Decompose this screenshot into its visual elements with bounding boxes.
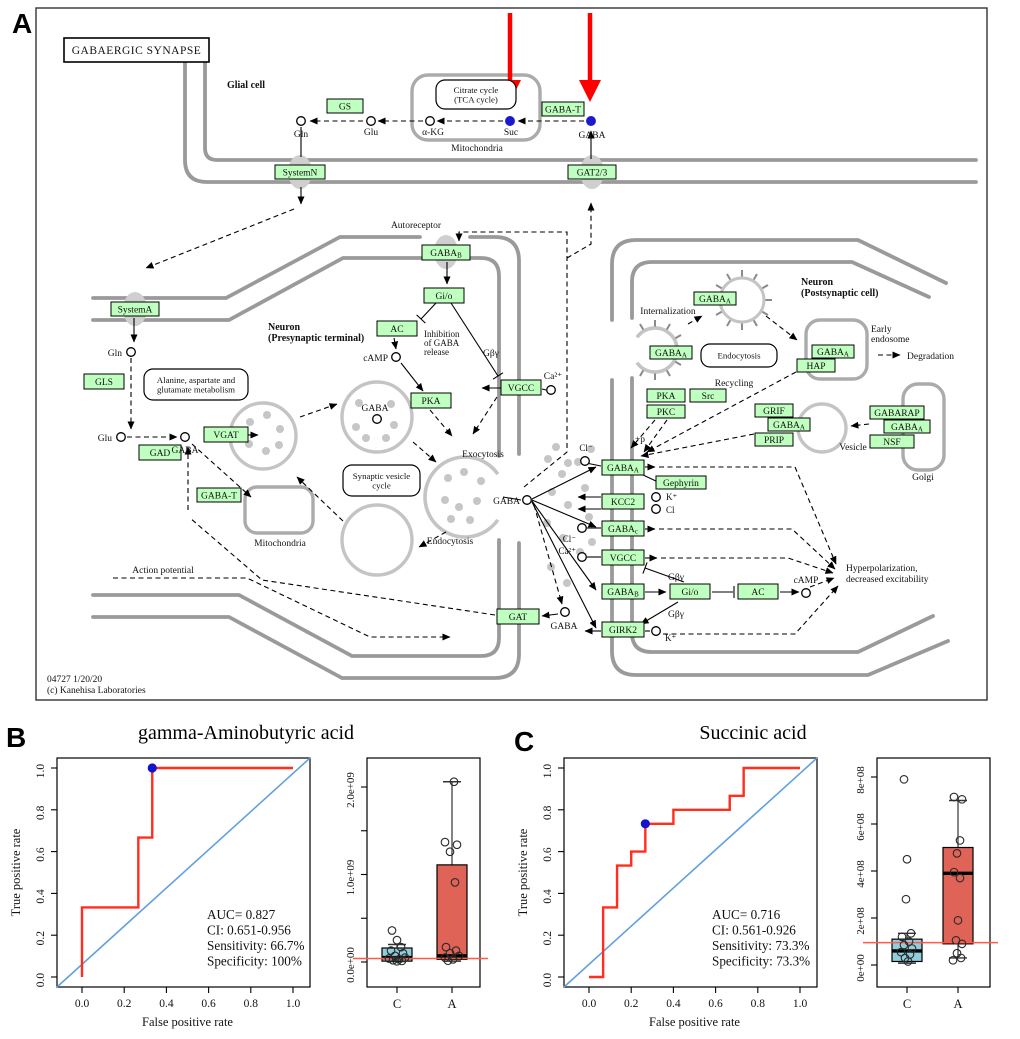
gene-label: VGAT [213,430,239,441]
gaba-dot [441,496,449,504]
gene-label: GABAA [773,420,805,432]
gene-label: GABAA [699,294,731,306]
gene-box-GABA-T[interactable] [542,102,584,116]
roc-stat-line: CI: 0.651-0.956 [207,922,291,938]
text-label: GABA [171,446,199,456]
gene-label: GABARAP [874,408,920,419]
metabolite-node [802,589,811,598]
text-label: cycle [372,480,391,491]
y-tick-label: 6e+08 [855,813,867,841]
text-label: GABA [361,404,389,414]
gene-box-SystemN[interactable] [275,165,325,179]
x-tick-label: 0.0 [74,998,90,1010]
gene-label: AC [751,587,765,598]
gene-label: GABA-T [545,105,581,116]
gene-box-GABAA[interactable] [650,346,692,359]
gaba-dot [263,411,271,419]
y-tick-label: 1.0e+09 [345,859,357,896]
metabolite-node [652,505,661,514]
text-label: Mitochondria [451,144,503,154]
text-label: Cl⁻ [562,534,576,544]
x-tick-label: 0.2 [624,998,639,1010]
gene-box-Src[interactable] [690,389,726,402]
metabolite-node [652,493,661,502]
x-tick-label: 0.0 [581,998,597,1010]
gene-label: SystemA [117,305,153,316]
y-tick-label: 0.6 [35,847,47,862]
gene-box-GABAA[interactable] [694,292,736,305]
gene-label: GLS [95,377,113,388]
text-label: +p [634,435,646,445]
gene-box-PKA[interactable] [411,393,451,408]
gene-label: VGCC [507,383,535,394]
y-tick-label: 1.0 [542,763,554,779]
text-label: glutamate metabolism [157,384,235,395]
gene-label: GABAA [817,347,849,359]
text-label: (Postsynaptic cell) [801,288,879,299]
x-tick-label: 1.0 [792,998,808,1010]
gene-box-GAT2/3[interactable] [568,165,616,179]
optimal-cutoff-dot [641,819,650,828]
text-label: K⁺ [666,492,678,502]
text-label: Neuron [268,322,301,333]
text-label: (Presynaptic terminal) [268,333,365,344]
gene-label: AC [390,324,404,335]
panel-c-title: Succinic acid [699,722,807,744]
gene-label: PKA [656,391,676,402]
y-tick-label: 0.0 [542,972,554,988]
text-label: Suc [503,128,519,138]
gaba-dot [552,443,560,451]
y-tick-label: 0.4 [542,889,554,904]
metabolite-node-highlighted [506,117,515,126]
x-tick-label: 1.0 [285,998,301,1010]
text-label: GABA [493,497,520,507]
gene-label: Gi/o [681,587,699,598]
gene-box-GABAA[interactable] [812,345,854,358]
gene-box-VGCC[interactable] [501,380,541,395]
gaba-dot [262,447,270,455]
text-label: Alanine, aspartate and [156,375,236,385]
category-label: C [902,997,912,1011]
roc-stat-line: Sensitivity: 66.7% [207,938,305,953]
text-label: K⁺ [665,633,677,643]
gene-box-GABAA[interactable] [884,420,930,433]
gaba-dot [447,515,455,523]
x-axis-title: False positive rate [649,1015,740,1029]
gene-box-GAT[interactable] [497,609,539,624]
text-label: of GABA [424,338,460,348]
roc-stat-line: Sensitivity: 73.3% [712,938,810,953]
text-label: Recycling [714,379,754,389]
gene-box-NSF[interactable] [870,435,914,448]
y-tick-label: 0e+00 [855,954,867,982]
text-label: Early [871,325,892,335]
gene-label: HAP [806,361,826,372]
data-point [388,927,396,935]
process-box[interactable] [144,369,248,400]
text-label: Neuron [801,277,834,288]
data-point [950,793,958,801]
metabolite-node [581,457,590,466]
gene-box-GRIF[interactable] [755,404,793,417]
gene-box-PRIP[interactable] [755,433,793,446]
text-label: decreased excitability [846,575,929,585]
credit-line: (c) Kanehisa Laboratories [47,686,146,696]
gene-label: GIRK2 [609,625,637,636]
gene-label: PRIP [763,435,785,446]
metabolite-node [561,608,570,617]
roc-stat-line: Specificity: 73.3% [712,953,811,969]
gene-box-GS[interactable] [327,99,363,113]
process-box[interactable] [343,465,420,496]
metabolite-node [578,553,587,562]
text-label: Ca²⁺ [543,372,563,382]
data-point [453,841,461,849]
y-tick-label: 2e+08 [855,907,867,935]
roc-stat-line: AUC= 0.827 [207,907,276,922]
gaba-dot [276,425,284,433]
panel-b-title: gamma-Aminobutyric acid [137,722,355,744]
text-label: Gln [293,130,309,140]
metabolite-node [127,348,136,357]
y-tick-label: 8e+08 [855,766,867,794]
gene-box-GABAB[interactable] [602,584,644,599]
metabolite-node [367,117,376,126]
roc-stat-line: CI: 0.561-0.926 [712,922,796,938]
gene-box-Gi/o[interactable] [424,288,464,303]
box-A [943,848,973,944]
x-tick-label: 0.4 [159,998,174,1010]
gaba-dot [352,423,360,431]
text-label: Endocytosis [717,350,761,361]
gene-label: GABAB [430,248,462,260]
y-tick-label: 0.2 [35,931,47,946]
gene-label: GABA-T [201,491,237,502]
gene-label: GAT2/3 [576,168,608,179]
metabolite-node [547,386,556,395]
gaba-dot [473,497,481,505]
metabolite-node [523,496,532,505]
y-tick-label: 0.0 [35,972,47,988]
gene-box-GABAc[interactable] [602,521,644,536]
y-tick-label: 0.0e+00 [345,947,357,983]
metabolite-node [181,433,190,442]
gene-label: GABAB [607,587,639,599]
data-point [958,796,966,804]
gene-label: Gephyrin [663,478,699,489]
text-label: Golgi [912,473,934,483]
text-label: Exocytosis [462,450,504,460]
text-label: GABA [550,622,578,632]
gene-box-GIRK2[interactable] [602,622,644,637]
x-tick-label: 0.4 [666,998,681,1010]
data-point [903,855,911,863]
panel-c-label: C [514,726,535,757]
text-label: Gβγ [668,610,684,620]
gene-box-AC[interactable] [738,584,778,599]
roc-stat-line: AUC= 0.716 [712,907,781,922]
text-label: Mitochondria [254,539,306,549]
gene-box-Gephyrin[interactable] [656,476,706,489]
metabolite-node [117,433,126,442]
y-tick-label: 0.2 [542,931,554,946]
metabolite-node [392,353,401,362]
gene-box-SystemA[interactable] [111,302,159,316]
text-label: Vesicle [839,443,867,453]
gene-box-GABARAP[interactable] [870,406,924,419]
data-point [446,848,454,856]
metabolite-node [297,117,306,126]
text-label: Internalization [640,307,696,317]
gaba-dot [564,459,572,467]
y-tick-label: 0.8 [35,805,47,820]
y-tick-label: 2.0e+09 [345,772,357,808]
text-label: cAMP [793,576,819,586]
box-A [437,865,467,960]
gene-label: SystemN [282,168,318,179]
y-tick-label: 4e+08 [855,860,867,888]
y-tick-label: 0.8 [542,805,554,820]
text-label: cAMP [363,354,388,364]
gaba-dot [362,434,370,442]
text-label: Ca²⁺ [558,546,576,556]
data-point [900,776,908,784]
y-tick-label: 1.0 [35,763,47,779]
map-title: GABAERGIC SYNAPSE [71,45,202,57]
gene-label: GRIF [763,406,785,417]
gene-label: GS [338,102,352,113]
category-label: A [447,997,457,1011]
gene-box-GABAA[interactable] [602,460,644,475]
category-label: C [392,997,402,1011]
panel-a-label: A [12,8,33,39]
x-tick-label: 0.6 [708,998,723,1010]
data-point [953,949,961,957]
text-label: Action potential [132,566,194,576]
gaba-dot [390,421,398,429]
gaba-dot [544,455,552,463]
metabolite-node [578,524,587,533]
gene-label: GABAc [607,524,639,536]
x-axis-title: False positive rate [142,1015,233,1029]
text-label: Glial cell [226,80,266,91]
gene-label: GAD [149,448,171,459]
box-plot-C [855,758,998,1011]
text-label: Cl [666,505,675,515]
gaba-dot [466,516,474,524]
x-tick-label: 0.8 [243,998,258,1010]
text-label: GABA [578,131,606,141]
gene-label: KCC2 [610,497,636,508]
gaba-dot [382,434,390,442]
metabolite-node-highlighted [587,117,596,126]
text-label: Autoreceptor [390,221,442,231]
text-label: Gln [107,349,122,359]
map-title-box [64,38,209,62]
text-label: Citrate cycle [453,85,499,95]
gene-label: GABAA [891,422,923,434]
data-point [441,838,449,846]
gene-label: GABAA [607,463,639,475]
text-label: Gβγ [668,573,684,583]
gene-box-VGAT[interactable] [204,427,248,442]
box-plot-B [345,758,488,1011]
text-label: Glu [97,434,112,444]
process-box[interactable] [436,80,516,109]
gaba-dot [246,418,254,426]
roc-plot-B [9,758,310,1029]
text-label: (TCA cycle) [454,94,498,105]
gaba-dot [477,477,485,485]
gaba-dot [455,503,463,511]
x-tick-label: 0.8 [750,998,765,1010]
gene-label: PKA [421,396,441,407]
gene-label: NSF [883,437,901,448]
gene-box-KCC2[interactable] [602,494,644,509]
gene-label: Src [701,391,715,402]
gene-box-GABA-T[interactable] [197,488,241,502]
gaba-dot [563,579,571,587]
gaba-dot [444,474,452,482]
gene-box-GLS[interactable] [84,374,124,389]
metabolite-node [426,117,435,126]
text-label: release [424,347,449,357]
text-label: Synaptic vesicle [352,471,411,481]
gaba-dot [460,468,468,476]
text-label: Cl⁻ [579,443,593,453]
gene-box-PKA[interactable] [647,389,685,402]
gene-box-HAP[interactable] [797,359,835,372]
roc-stat-line: Specificity: 100% [207,953,302,969]
y-tick-label: 0.6 [542,847,554,862]
gene-box-PKC[interactable] [647,405,685,418]
text-label: Hyperpolarization, [846,564,918,574]
y-tick-label: 0.4 [35,889,47,904]
credit-line: 04727 1/20/20 [47,675,103,685]
gene-label: VGCC [609,553,637,564]
text-label: endosome [871,335,910,345]
gaba-dot [581,484,589,492]
gene-label: Gi/o [435,291,453,302]
gaba-dot [275,441,283,449]
process-box[interactable] [701,344,777,367]
text-label: Endocytosis [426,537,474,547]
gene-box-AC[interactable] [377,321,417,336]
vesicle [342,505,412,575]
x-tick-label: 0.6 [201,998,216,1010]
organelle [245,487,313,533]
x-tick-label: 0.2 [117,998,132,1010]
gene-box-GABAB[interactable] [422,245,470,260]
text-label: Glu [363,128,379,138]
data-point [902,895,910,903]
panel-b-label: B [6,722,27,753]
metabolite-node [652,627,661,636]
y-axis-title: True positive rate [516,828,530,917]
gene-label: GAT [508,612,528,623]
text-label: α-KG [422,128,444,138]
y-axis-title: True positive rate [9,828,23,917]
gaba-dot [585,513,593,521]
text-label: Degradation [907,352,954,362]
gaba-dot [588,538,596,546]
optimal-cutoff-dot [148,763,157,772]
gene-label: PKC [656,407,676,418]
gene-label: GABAA [655,348,687,360]
category-label: A [953,997,963,1011]
gene-box-VGCC[interactable] [602,550,644,565]
metabolite-node [373,415,382,424]
text-label: Gβγ [483,349,499,359]
data-point [393,936,401,944]
text-label: Inhibition [424,329,460,339]
data-point [956,837,964,845]
gene-box-GABAA[interactable] [768,418,810,431]
gaba-dot [564,501,572,509]
roc-plot-C [516,758,817,1029]
gaba-dot [558,470,566,478]
gene-box-Gi/o[interactable] [670,584,710,599]
